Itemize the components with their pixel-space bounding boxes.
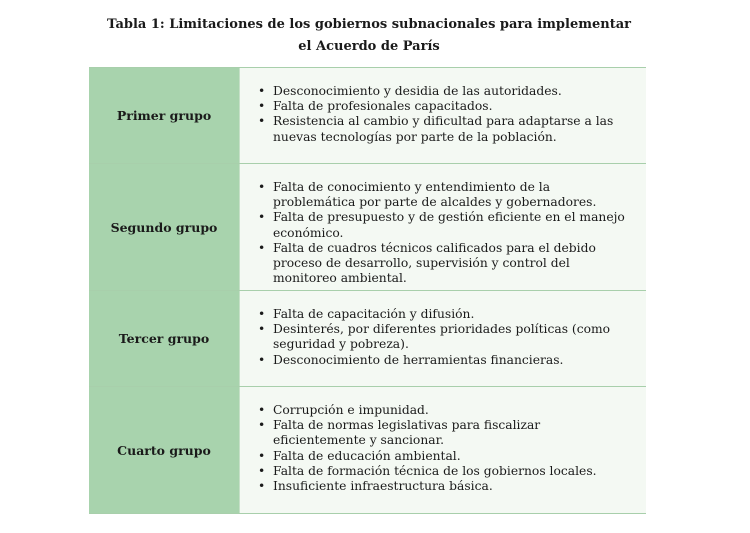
group-label: Primer grupo <box>89 68 240 163</box>
bullet-list <box>258 307 634 368</box>
table-row <box>89 290 646 386</box>
list-item: • Falta de educación ambiental. <box>258 449 634 464</box>
group-content <box>240 387 646 513</box>
list-item: • Resistencia al cambio y dificultad para adaptarse a las nuevas tecnologías por parte de la población. <box>258 114 634 144</box>
list-item: • Desconocimiento y desidia de las autoridades. <box>258 84 634 99</box>
group-label: Cuarto grupo <box>89 387 240 513</box>
bullet-list <box>258 403 634 494</box>
group-content <box>240 164 646 290</box>
table-title <box>0 14 738 58</box>
list-item: • Desinterés, por diferentes prioridades políticas (como seguridad y pobreza). <box>258 322 634 352</box>
list-item: • Falta de cuadros técnicos calificados para el debido proceso de desarrollo, supervisión y control del monitoreo ambiental. <box>258 241 634 287</box>
group-label: Tercer grupo <box>89 291 240 386</box>
group-content <box>240 68 646 163</box>
table-row <box>89 163 646 290</box>
list-item: • Desconocimiento de herramientas financieras. <box>258 353 634 368</box>
list-item: • Insuficiente infraestructura básica. <box>258 479 634 494</box>
list-item: • Falta de presupuesto y de gestión eficiente en el manejo económico. <box>258 210 634 240</box>
table-title-line-2: el Acuerdo de París <box>298 39 440 54</box>
list-item: • Falta de capacitación y difusión. <box>258 307 634 322</box>
list-item: • Corrupción e impunidad. <box>258 403 634 418</box>
table-row <box>89 68 646 163</box>
table-row <box>89 386 646 513</box>
list-item: • Falta de formación técnica de los gobiernos locales. <box>258 464 634 479</box>
list-item: • Falta de profesionales capacitados. <box>258 99 634 114</box>
limitations-table <box>89 67 646 514</box>
group-label: Segundo grupo <box>89 164 240 290</box>
group-content <box>240 291 646 386</box>
list-item: • Falta de normas legislativas para fiscalizar eficientemente y sancionar. <box>258 418 634 448</box>
bullet-list <box>258 180 634 286</box>
table-title-line-1: Tabla 1: Limitaciones de los gobiernos subnacionales para implementar <box>107 17 631 32</box>
list-item: • Falta de conocimiento y entendimiento de la problemática por parte de alcaldes y gobernadores. <box>258 180 634 210</box>
bullet-list <box>258 84 634 145</box>
